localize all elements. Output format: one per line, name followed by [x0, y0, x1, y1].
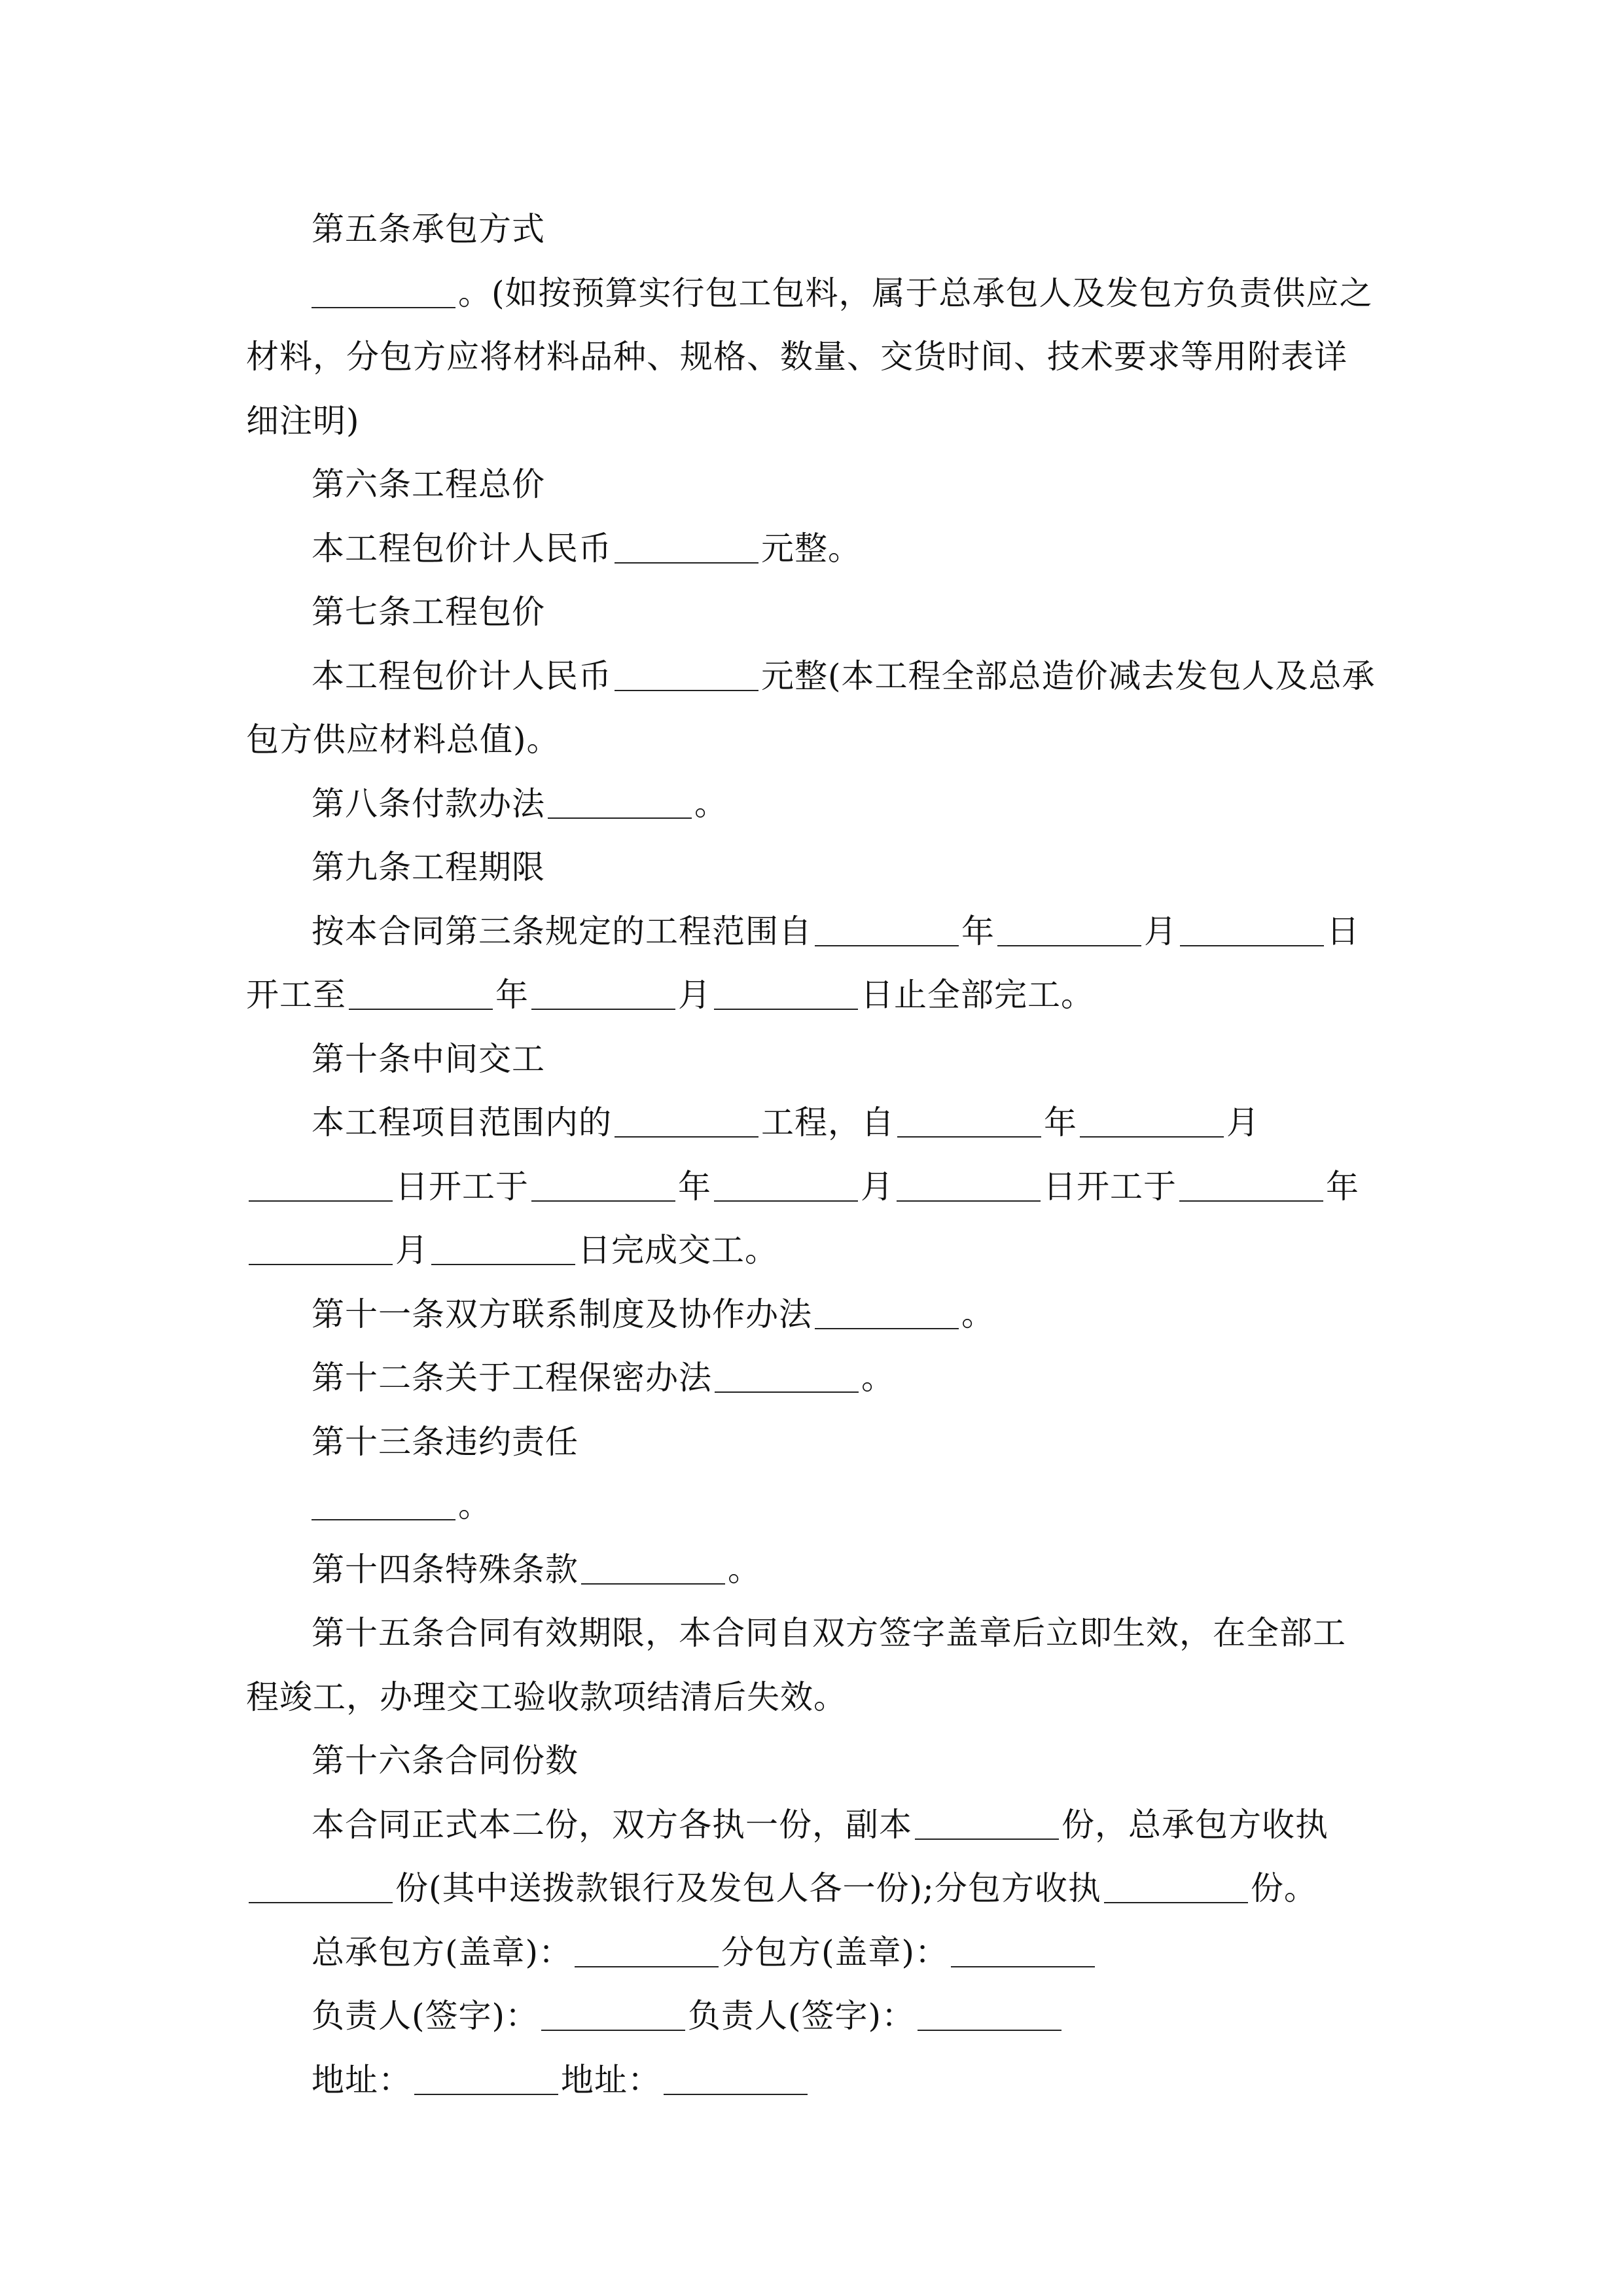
blank-field — [531, 1170, 675, 1202]
contract-body — [246, 198, 1378, 2112]
article-13-body: 。 — [246, 1474, 1378, 1538]
article-5-body: 。(如按预算实行包工包料，属于总承包人及发包方负责供应之材料，分包方应将材料品种、规格、数量、交货时间、技术要求等用附表详细注明) — [246, 274, 1373, 440]
blank-field — [581, 1553, 725, 1585]
article-16-body: 本合同正式本二份，双方各执一份，副本 份，总承包方收执份(其中送拨款银行及发包人各一份);分包方收执 份。 — [246, 1793, 1378, 1921]
blank-field — [897, 1170, 1041, 1202]
article-13-title: 第十三条违约责任 — [312, 1422, 579, 1461]
blank-field — [918, 2000, 1061, 2031]
article-10-title: 第十条中间交工 — [312, 1039, 545, 1078]
blank-field — [714, 1170, 858, 1202]
blank-field — [1180, 915, 1324, 946]
article-7-title: 第七条工程包价 — [312, 593, 545, 631]
article-9-title: 第九条工程期限 — [312, 848, 545, 886]
blank-field — [541, 2000, 685, 2031]
blank-field — [249, 1170, 393, 1202]
blank-field — [615, 660, 758, 691]
blank-field — [714, 978, 858, 1010]
article-8: 第八条付款办法 。 — [312, 784, 728, 823]
blank-field — [349, 978, 493, 1010]
blank-field — [249, 1872, 393, 1903]
blank-field — [615, 532, 758, 564]
blank-field — [548, 787, 692, 819]
article-16-title: 第十六条合同份数 — [312, 1742, 579, 1780]
article-11: 第十一条双方联系制度及协作办法 。 — [312, 1295, 995, 1333]
blank-field — [815, 1298, 959, 1329]
blank-field — [915, 1808, 1059, 1840]
blank-field — [431, 1234, 575, 1265]
article-5-title: 第五条承包方式 — [312, 210, 545, 248]
blank-field — [815, 915, 959, 946]
blank-field — [664, 2064, 808, 2095]
blank-field — [997, 915, 1141, 946]
signature-address-line: 地址： 地址： — [246, 2049, 1378, 2113]
signature-sign-line: 负责人(签字)： 负责人(签字)： — [246, 1984, 1378, 2049]
article-14: 第十四条特殊条款 。 — [312, 1550, 761, 1588]
article-7-body: 本工程包价计人民币 元整(本工程全部总造价减去发包人及总承包方供应材料总值)。 — [246, 656, 1376, 759]
blank-field — [715, 1361, 859, 1393]
blank-field — [312, 277, 455, 308]
blank-field — [312, 1489, 455, 1520]
article-15: 第十五条合同有效期限，本合同自双方签字盖章后立即生效，在全部工程竣工，办理交工验收款项结清后失效。 — [246, 1614, 1346, 1716]
blank-field — [575, 1936, 719, 1967]
article-10-body: 本工程项目范围内的 工程，自 年 月日开工于 年 月 日开工于 年月 日完成交工。 — [246, 1091, 1378, 1283]
article-6-body: 本工程包价计人民币 元整。 — [312, 529, 861, 567]
article-12: 第十二条关于工程保密办法 。 — [312, 1359, 895, 1397]
blank-field — [1104, 1872, 1248, 1903]
article-9-body: 按本合同第三条规定的工程范围自 年 月 日开工至 年 月 日止全部完工。 — [246, 912, 1360, 1014]
blank-field — [249, 1234, 393, 1265]
blank-field — [951, 1936, 1095, 1967]
blank-field — [414, 2064, 558, 2095]
blank-field — [531, 978, 675, 1010]
blank-field — [615, 1106, 758, 1138]
blank-field — [1080, 1106, 1224, 1138]
blank-field — [1179, 1170, 1323, 1202]
signature-seal-line: 总承包方(盖章)： 分包方(盖章)： — [246, 1921, 1378, 1985]
article-6-title: 第六条工程总价 — [312, 465, 545, 503]
blank-field — [897, 1106, 1041, 1138]
